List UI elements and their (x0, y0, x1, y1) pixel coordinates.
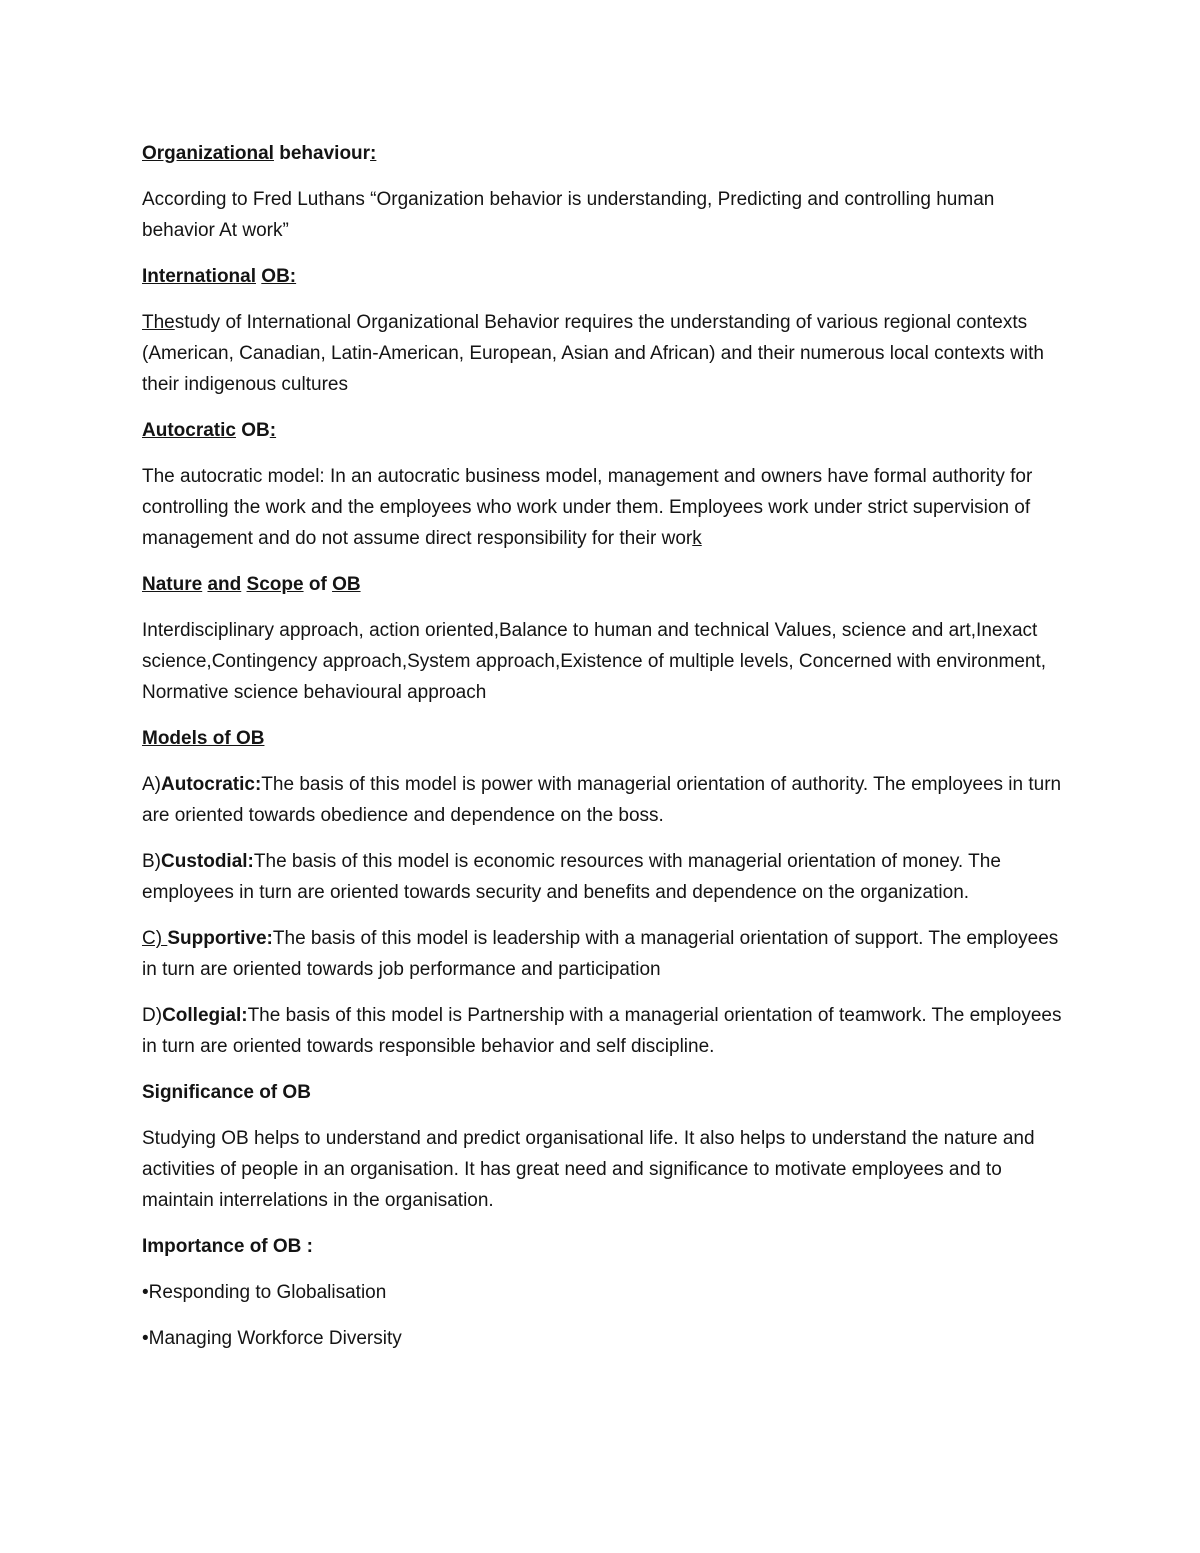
paragraph-significance: Studying OB helps to understand and predict organisational life. It also helps to understand the nature and activities of people in an organisation. It has great need and significance to motivate employees and to maintain interrelations in the organisation. (142, 1128, 1035, 1211)
paragraph-part: study of International Organizational Behavior requires the understanding of various regional contexts (American, Canadian, Latin-American, European, Asian and African) and their numerous local contexts with their indigenous cultures (142, 312, 1044, 395)
heading-part: : (370, 143, 377, 164)
model-prefix: B) (142, 851, 161, 872)
heading-part: OB (332, 574, 361, 595)
paragraph-part: The (142, 312, 175, 333)
paragraph-definition: According to Fred Luthans “Organization behavior is understanding, Predicting and controlling human behavior At work” (142, 189, 995, 241)
heading-part: Autocratic (142, 420, 236, 441)
heading-significance-of-ob: Significance of OB (142, 1082, 311, 1103)
model-text: The basis of this model is economic resources with managerial orientation of money. The employees in turn are oriented towards security and benefits and dependence on the organization. (142, 851, 1001, 903)
heading-part: : (269, 420, 277, 441)
heading-part: Scope (246, 574, 304, 595)
heading-part: and (207, 574, 242, 595)
heading-part: International (142, 266, 257, 287)
model-text: The basis of this model is leadership with a managerial orientation of support. The employees in turn are oriented towards job performance and participation (142, 928, 1059, 980)
heading-importance-of-ob: Importance of OB : (142, 1236, 314, 1257)
paragraph-part: The autocratic model: In an autocratic business model, management and owners have formal authority for controlling the work and the employees who work under them. Employees work under strict supervision of management and do not assume direct responsibility for their wor (142, 466, 1033, 549)
model-custodial (142, 846, 1072, 908)
model-label: Custodial: (161, 851, 254, 872)
bullet-item: •Responding to Globalisation (142, 1282, 387, 1303)
model-autocratic (142, 769, 1072, 831)
model-collegial (142, 1000, 1072, 1062)
paragraph-part: k (692, 528, 702, 549)
heading-organizational-behaviour (142, 138, 1072, 169)
paragraph-autocratic-ob (142, 461, 1072, 554)
model-text: The basis of this model is power with managerial orientation of authority. The employees in turn are oriented towards obedience and dependence on the boss. (142, 774, 1062, 826)
model-prefix: D) (142, 1005, 163, 1026)
paragraph-international-ob (142, 307, 1072, 400)
heading-part: OB: (261, 266, 297, 287)
model-label: Collegial: (162, 1005, 248, 1026)
heading-part: Nature (142, 574, 203, 595)
heading-part: OB (235, 420, 270, 441)
model-prefix: C) (142, 928, 168, 949)
document-body (142, 138, 1072, 1369)
heading-part: of (303, 574, 333, 595)
paragraph-nature-scope: Interdisciplinary approach, action oriented,Balance to human and technical Values, science and art,Inexact science,Contingency approach,System approach,Existence of multiple levels, Concerned with environment, Normative science behavioural approach (142, 620, 1047, 703)
model-label: Autocratic: (161, 774, 262, 795)
heading-part: behaviour (273, 143, 371, 164)
heading-international-ob (142, 261, 1072, 292)
model-text: The basis of this model is Partnership with a managerial orientation of teamwork. The employees in turn are oriented towards responsible behavior and self discipline. (142, 1005, 1062, 1057)
bullet-item: •Managing Workforce Diversity (142, 1328, 402, 1349)
heading-autocratic-ob (142, 415, 1072, 446)
heading-models-of-ob: Models of OB (142, 728, 265, 749)
model-label: Supportive: (167, 928, 273, 949)
model-prefix: A) (142, 774, 161, 795)
heading-part: Organizational (142, 143, 274, 164)
model-supportive (142, 923, 1072, 985)
heading-nature-scope (142, 569, 1072, 600)
